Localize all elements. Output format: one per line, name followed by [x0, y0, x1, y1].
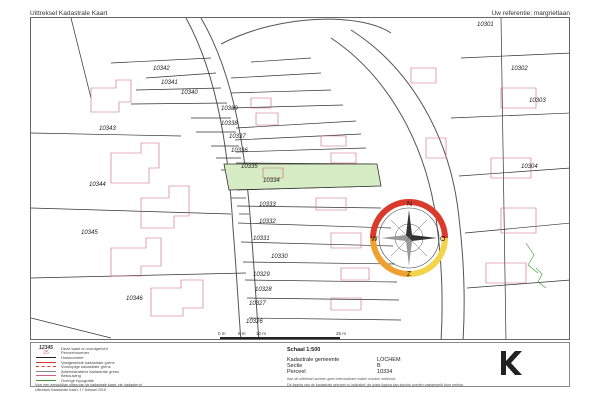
- compass-z-label: Z: [407, 271, 412, 278]
- legend-line-icon: [35, 371, 57, 372]
- scale-segment: [260, 337, 340, 339]
- parcel-number-label: 10327: [249, 301, 266, 307]
- legend-symbol: 12345: [39, 345, 53, 352]
- info-key: Perceel: [287, 369, 306, 375]
- legend-footnote: Voor een eenduidige uitleg van de kadastrale kaart, zie: kadaster.nl: [35, 383, 142, 388]
- scale-label: 0 m: [218, 331, 226, 336]
- map-title: Uittreksel Kadastrale Kaart: [30, 10, 108, 17]
- parcel-info: [287, 347, 487, 388]
- legend-line-icon: [35, 380, 57, 381]
- parcel-number-label: 10331: [253, 236, 270, 242]
- legend: [35, 346, 275, 392]
- parcel-number-label: 10326: [246, 319, 263, 325]
- legend-label: Vastgestelde kadastrale grens: [61, 359, 115, 365]
- scale-label: 10 m: [256, 331, 267, 336]
- parcel-number-label: 10342: [153, 66, 170, 72]
- parcel-number-label: 10343: [99, 126, 116, 132]
- info-key: Kadastrale gemeente: [287, 357, 340, 363]
- compass-w-label: W: [371, 236, 378, 243]
- map-footer: [30, 342, 570, 392]
- legend-footnote: Uittreksel Kadastrale Kaart, 17 februari 2015: [35, 387, 106, 392]
- parcel-number-label: 10346: [126, 296, 143, 302]
- legend-label: Voorlopige kadastrale grens: [61, 364, 111, 370]
- legend-label: Bebouwing: [61, 373, 81, 379]
- parcel-number-label: 10335: [241, 164, 258, 170]
- map-scale: Schaal 1:500: [287, 347, 321, 353]
- cadastral-map[interactable]: [30, 17, 570, 340]
- legend-line-icon: [35, 366, 57, 367]
- parcel-number-label: 10336: [231, 148, 248, 154]
- parcel-number-label: 10333: [259, 202, 276, 208]
- parcel-number-label: 10303: [529, 98, 546, 104]
- parcel-number-label: 10301: [477, 22, 494, 28]
- info-row: [287, 369, 487, 375]
- parcel-number-label: 10328: [255, 287, 272, 293]
- disclaimer: De ligging van de kadastrale grenzen is indicatief; de juiste ligging kan slechts worden vastgesteld door meting.: [287, 383, 464, 388]
- parcel-number-label: 10302: [511, 66, 528, 72]
- legend-line-icon: [35, 357, 57, 358]
- info-value: 10334: [377, 369, 393, 375]
- compass-rose: [371, 201, 446, 278]
- compass-o-label: O: [440, 236, 446, 243]
- parcel-number-label: 10330: [271, 254, 288, 260]
- parcel-number-label: 10340: [181, 90, 198, 96]
- scale-label: 5 m: [238, 331, 246, 336]
- parcel-number-label: 10345: [81, 230, 98, 236]
- parcel-number-label: 10344: [89, 182, 106, 188]
- compass-n-label: N: [407, 201, 413, 208]
- legend-label: Perceelnummer: [61, 350, 90, 356]
- info-value: LOCHEM: [377, 357, 401, 363]
- legend-line-icon: [35, 362, 57, 363]
- scale-segment: [240, 337, 260, 339]
- scale-bar: [220, 332, 360, 342]
- parcel-number-label: 10337: [229, 134, 246, 140]
- kadaster-logo-icon: [497, 349, 527, 377]
- info-key: Sectie: [287, 363, 303, 369]
- legend-symbol: 25: [43, 349, 49, 356]
- parcel-number-label: 10334: [263, 178, 280, 184]
- legend-label: Huisnummer: [61, 354, 84, 360]
- legend-label: Administratieve kadastrale grens: [61, 368, 120, 374]
- scale-label: 25 m: [336, 331, 347, 336]
- parcel-number-label: 10304: [521, 164, 538, 170]
- parcel-number-label: 10332: [259, 219, 276, 225]
- user-reference: Uw referentie: margrietlaan: [491, 10, 570, 17]
- parcel-number-label: 10341: [161, 80, 178, 86]
- legend-label: Deze kaart is noordgericht: [61, 345, 108, 351]
- parcel-number-label: 10338: [221, 121, 238, 127]
- parcel-number-label: 10339: [221, 106, 238, 112]
- legend-line-icon: [35, 375, 57, 376]
- scale-segment: [220, 337, 240, 339]
- info-value: B: [377, 363, 381, 369]
- parcel-number-label: 10329: [253, 272, 270, 278]
- map-canvas[interactable]: [31, 18, 570, 340]
- disclaimer: Aan dit uittreksel kunnen geen betrouwbare maten worden ontleend.: [287, 377, 396, 381]
- legend-label: Overige topografie: [61, 377, 94, 383]
